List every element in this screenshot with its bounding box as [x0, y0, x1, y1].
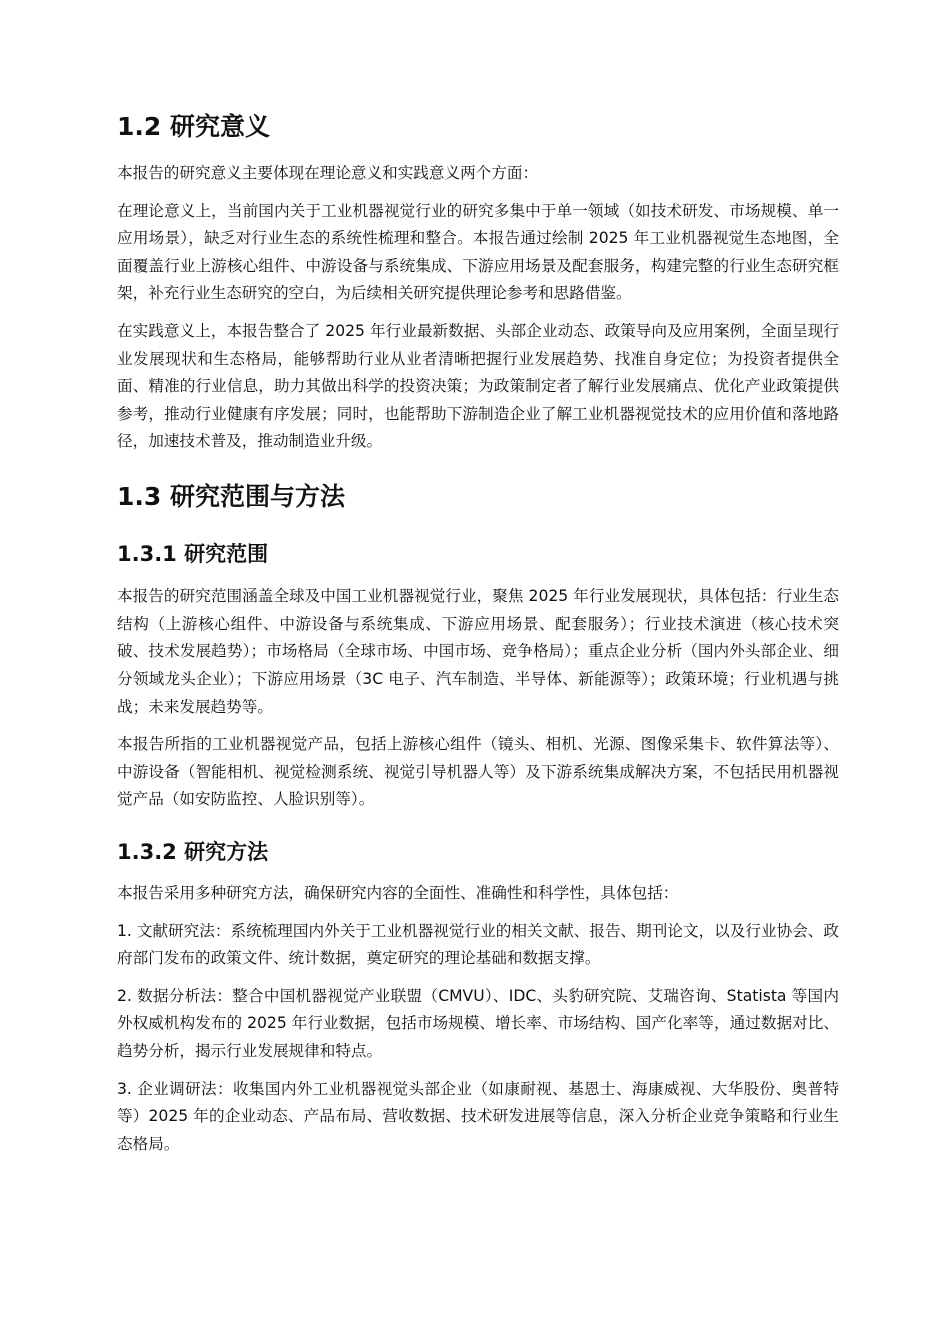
- document-page: [117, 112, 839, 1158]
- methods-intro-paragraph: 本报告采用多种研究方法，确保研究内容的全面性、准确性和科学性，具体包括：: [117, 884, 679, 903]
- section-heading-scope-and-methods: 1.3 研究范围与方法: [117, 481, 345, 511]
- theoretical-significance-paragraph: 在理论意义上，当前国内关于工业机器视觉行业的研究多集中于单一领域（如技术研发、市场规模、单一应用场景），缺乏对行业生态的系统性梳理和整合。本报告通过绘制 2025 年工业机器视觉生态地图，全面覆盖行业上游核心组件、中游设备与系统集成、下游应用场景及配套服务，构建完整的行业生态研究框架，补充行业生态研究的空白，为后续相关研究提供理论参考和思路借鉴。: [117, 201, 839, 303]
- method-item-literature-research: 1. 文献研究法：系统梳理国内外关于工业机器视觉行业的相关文献、报告、期刊论文，以及行业协会、政府部门发布的政策文件、统计数据，奠定研究的理论基础和数据支撑。: [117, 921, 839, 968]
- practical-significance-paragraph: 在实践意义上，本报告整合了 2025 年行业最新数据、头部企业动态、政策导向及应用案例，全面呈现行业发展现状和生态格局，能够帮助行业从业者清晰把握行业发展趋势、找准自身定位；为投资者提供全面、精准的行业信息，助力其做出科学的投资决策；为政策制定者了解行业发展痛点、优化产业政策提供参考，推动行业健康有序发展；同时，也能帮助下游制造企业了解工业机器视觉技术的应用价值和落地路径，加速技术普及，推动制造业升级。: [117, 321, 839, 451]
- scope-paragraph: 本报告的研究范围涵盖全球及中国工业机器视觉行业，聚焦 2025 年行业发展现状，具体包括：行业生态结构（上游核心组件、中游设备与系统集成、下游应用场景、配套服务）；行业技术演进（核心技术突破、技术发展趋势）；市场格局（全球市场、中国市场、竞争格局）；重点企业分析（国内外头部企业、细分领域龙头企业）；下游应用场景（3C 电子、汽车制造、半导体、新能源等）；政策环境；行业机遇与挑战；未来发展趋势等。: [117, 587, 839, 716]
- subsection-heading-research-scope: 1.3.1 研究范围: [117, 541, 269, 566]
- significance-intro-paragraph: 本报告的研究意义主要体现在理论意义和实践意义两个方面：: [117, 164, 539, 182]
- subsection-heading-research-methods: 1.3.2 研究方法: [117, 839, 269, 864]
- method-item-data-analysis: 2. 数据分析法：整合中国机器视觉产业联盟（CMVU）、IDC、头豹研究院、艾瑞咨询、Statista 等国内外权威机构发布的 2025 年行业数据，包括市场规模、增长率、市场结构、国产化率等，通过数据对比、趋势分析，揭示行业发展规律和特点。: [117, 986, 839, 1061]
- scope-products-paragraph: 本报告所指的工业机器视觉产品，包括上游核心组件（镜头、相机、光源、图像采集卡、软件算法等）、中游设备（智能相机、视觉检测系统、视觉引导机器人等）及下游系统集成解决方案，不包括民用机器视觉产品（如安防监控、人脸识别等）。: [117, 735, 839, 809]
- section-heading-research-significance: 1.2 研究意义: [117, 112, 270, 141]
- method-item-enterprise-survey: 3. 企业调研法：收集国内外工业机器视觉头部企业（如康耐视、基恩士、海康威视、大华股份、奥普特等）2025 年的企业动态、产品布局、营收数据、技术研发进展等信息，深入分析企业竞争策略和行业生态格局。: [117, 1079, 839, 1153]
